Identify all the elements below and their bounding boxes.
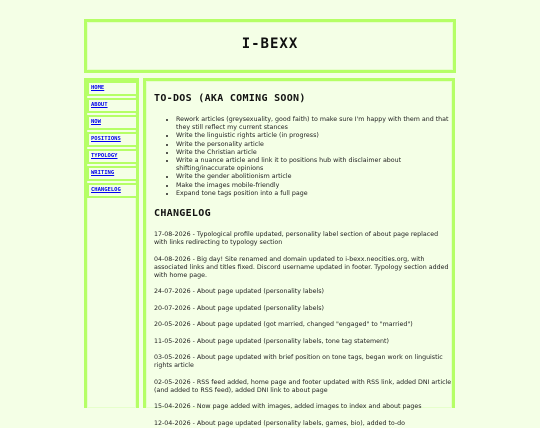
changelog-heading: CHANGELOG [154, 208, 211, 220]
todo-item: • Make the images mobile-friendly [176, 182, 452, 190]
nav-link-now[interactable]: NOW [87, 115, 138, 130]
todos-heading: TO-DOS (AKA COMING SOON) [154, 93, 306, 104]
todo-item: • Write the linguistic rights article (in progress) [176, 132, 452, 140]
changelog-entry: 15-04-2026 - Now page added with images, added images to index and about pages [154, 403, 422, 411]
changelog-entry: 02-05-2026 - RSS feed added, home page and footer updated with RSS link, added DNI article (and added to RSS feed), added DNI link to about page [154, 378, 452, 394]
changelog-entry: 24-07-2026 - About page updated (personality labels) [154, 288, 324, 296]
nav-link-home[interactable]: HOME [87, 81, 138, 96]
changelog-entry: 11-05-2026 - About page updated (personality labels, tone tag statement) [154, 337, 389, 345]
nav-link-changelog[interactable]: CHANGELOG [87, 183, 138, 198]
changelog-entry: 17-08-2026 - Typological profile updated, personality label section of about page replaced with links redirecting to typology section [154, 231, 439, 247]
site-title: I-BEXX [241, 36, 299, 52]
todo-item: • Write the personality article [176, 141, 452, 149]
changelog-entry: 03-05-2026 - About page updated with brief position on tone tags, began work on linguistic rights article [154, 353, 443, 370]
nav-link-typology[interactable]: TYPOLOGY [87, 149, 138, 164]
todo-item: • Rework articles (greysexuality, good faith) to make sure I'm happy with them and that they still reflect my current stances [176, 116, 452, 132]
changelog-entry: 20-05-2026 - About page updated (got married, changed "engaged" to "married") [154, 321, 413, 329]
nav-link-about[interactable]: ABOUT [87, 98, 138, 113]
changelog-entry: 04-08-2026 - Big day! Site renamed and domain updated to i-bexx.neocities.org, with associated links and titles fixed. Discord username updated in footer. Typology section added with home page. [154, 255, 449, 280]
todo-list [154, 116, 452, 198]
nav-link-writing[interactable]: WRITING [87, 166, 138, 181]
site-header [84, 19, 456, 73]
nav-link-positions[interactable]: POSITIONS [87, 132, 138, 147]
changelog-entry: 20-07-2026 - About page updated (personality labels) [154, 304, 324, 312]
todo-item: • Expand tone tags position into a full page [176, 190, 452, 198]
sidebar-nav [84, 78, 139, 408]
todo-item: • Write the gender abolitionism article [176, 173, 452, 181]
todo-item: • Write a nuance article and link it to positions hub with disclaimer about shifting/inaccurate opinions [176, 157, 452, 173]
todo-item: • Write the Christian article [176, 149, 452, 157]
changelog-entry: 12-04-2026 - About page updated (personality labels, games, bio), added to-do [154, 419, 406, 427]
main-content [143, 78, 455, 427]
